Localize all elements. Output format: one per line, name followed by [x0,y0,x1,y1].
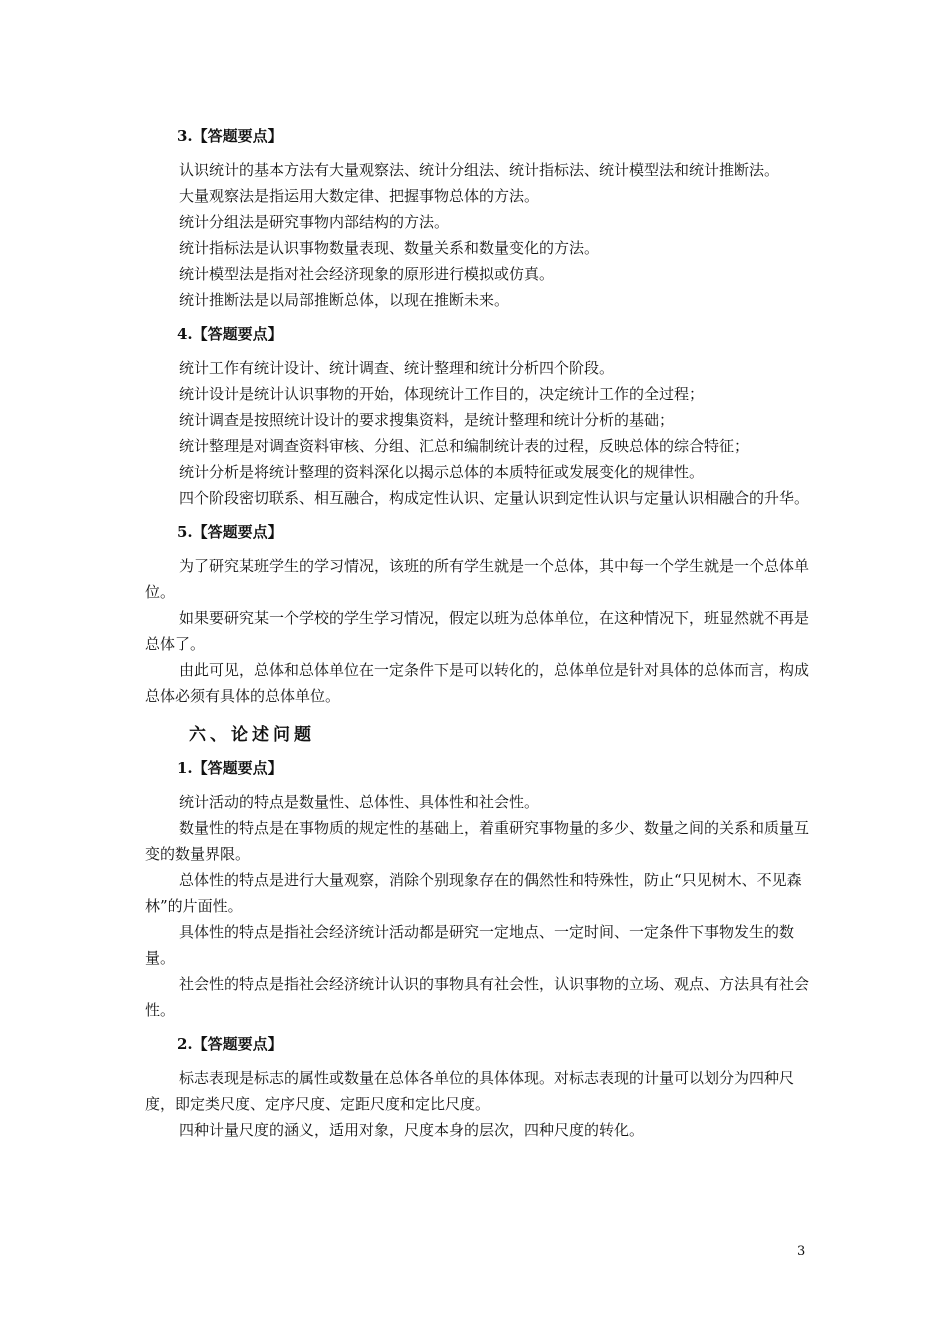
paragraph: 统计设计是统计认识事物的开始，体现统计工作目的，决定统计工作的全过程； [179,385,705,403]
paragraph: 四种计量尺度的涵义，适用对象，尺度本身的层次，四种尺度的转化。 [179,1121,645,1139]
paragraph: 统计模型法是指对社会经济现象的原形进行模拟或仿真。 [179,265,555,283]
answer-heading: 4.【答题要点】 [177,325,283,343]
paragraph: 认识统计的基本方法有大量观察法、统计分组法、统计指标法、统计模型法和统计推断法。 [179,161,780,179]
paragraph: 统计推断法是以局部推断总体，以现在推断未来。 [179,291,510,309]
paragraph: 统计工作有统计设计、统计调查、统计整理和统计分析四个阶段。 [179,359,615,377]
answer-heading: 1.【答题要点】 [177,759,283,777]
paragraph: 数量性的特点是在事物质的规定性的基础上，着重研究事物量的多少、数量之间的关系和质量互变的数量界限。 [145,819,810,863]
paragraph: 统计分析是将统计整理的资料深化以揭示总体的本质特征或发展变化的规律性。 [179,463,705,481]
answer-heading: 5.【答题要点】 [177,523,283,541]
paragraph: 统计指标法是认识事物数量表现、数量关系和数量变化的方法。 [179,239,600,257]
paragraph: 四个阶段密切联系、相互融合，构成定性认识、定量认识到定性认识与定量认识相融合的升华。 [179,489,810,507]
paragraph: 总体性的特点是进行大量观察，消除个别现象存在的偶然性和特殊性，防止“只见树木、不见森林”的片面性。 [145,871,802,915]
paragraph: 由此可见，总体和总体单位在一定条件下是可以转化的，总体单位是针对具体的总体而言，构成总体必须有具体的总体单位。 [145,661,810,705]
answer-heading: 2.【答题要点】 [177,1035,283,1053]
page-content [145,123,811,1143]
paragraph: 统计整理是对调查资料审核、分组、汇总和编制统计表的过程，反映总体的综合特征； [179,437,750,455]
paragraph: 统计调查是按照统计设计的要求搜集资料，是统计整理和统计分析的基础； [179,411,675,429]
paragraph: 标志表现是标志的属性或数量在总体各单位的具体体现。对标志表现的计量可以划分为四种尺度，即定类尺度、定序尺度、定距尺度和定比尺度。 [145,1069,795,1113]
section-title: 六、论述问题 [189,725,315,745]
paragraph: 为了研究某班学生的学习情况，该班的所有学生就是一个总体，其中每一个学生就是一个总体单位。 [145,557,810,601]
paragraph: 社会性的特点是指社会经济统计认识的事物具有社会性，认识事物的立场、观点、方法具有社会性。 [145,975,810,1019]
answer-heading: 3.【答题要点】 [177,127,283,145]
paragraph: 大量观察法是指运用大数定律、把握事物总体的方法。 [179,187,540,205]
paragraph: 统计分组法是研究事物内部结构的方法。 [179,213,450,231]
paragraph: 统计活动的特点是数量性、总体性、具体性和社会性。 [179,793,540,811]
paragraph: 如果要研究某一个学校的学生学习情况，假定以班为总体单位，在这种情况下，班显然就不再是总体了。 [145,609,810,653]
paragraph: 具体性的特点是指社会经济统计活动都是研究一定地点、一定时间、一定条件下事物发生的数量。 [145,923,795,967]
page-number: 3 [797,1244,806,1259]
